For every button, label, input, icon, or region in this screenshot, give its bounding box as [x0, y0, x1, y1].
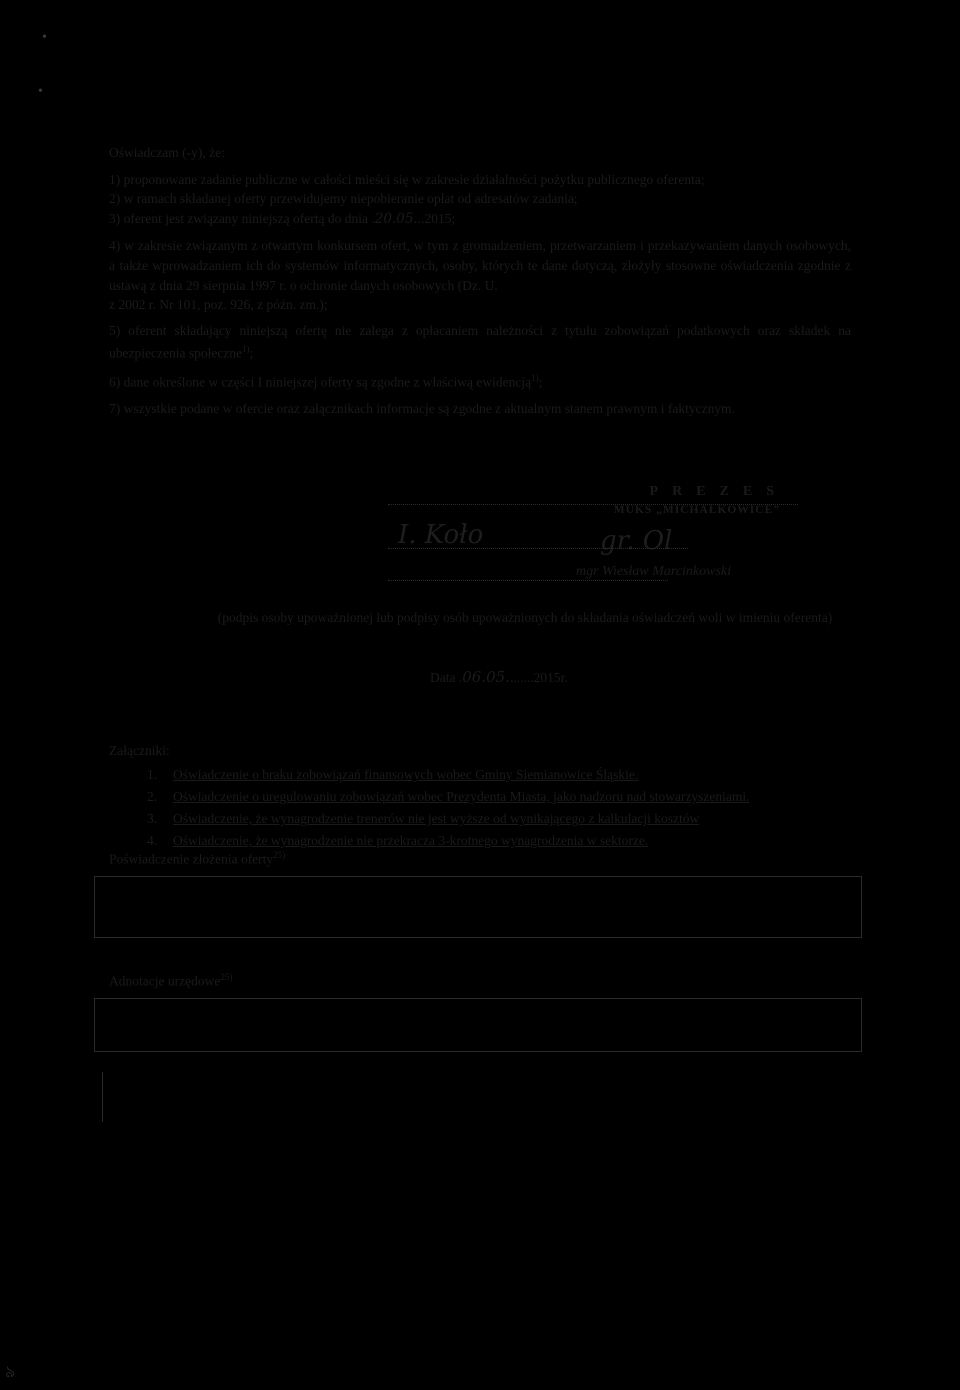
declaration-item-5: 5) oferent składający niniejszą ofertę nie zalega z opłacaniem należności z tytułu zobowiązań podatkowych oraz składek na ubezpieczenia społeczne$^{1)}$;: [109, 322, 851, 361]
declaration-item-7: 7) wszystkie podane w ofercie oraz załącznikach informacje są zgodne z aktualnym stanem prawnym i faktycznym.: [109, 400, 735, 416]
official-stamp: [388, 484, 798, 516]
scan-speck: •: [38, 84, 43, 99]
scan-speck: •: [42, 30, 47, 45]
notes-label: Adnotacje urzędowe$^{25)}$: [109, 972, 233, 989]
item-3-prefix: 3) oferent jest związany niniejszą ofertą do dnia: [109, 210, 369, 226]
footnote-marker: 1): [242, 344, 250, 355]
declaration-item-6: 6) dane określone w części I niniejszej oferty są zgodne z właściwą ewidencją$^{1)}$;: [109, 373, 543, 390]
attachments-section: [109, 740, 859, 852]
list-item: 2. Oświadczenie o uregulowaniu zobowiązań wobec Prezydenta Miasta, jako nadzoru nad stowarzyszeniami.: [147, 789, 750, 804]
declaration-item-3: 3) oferent jest związany niniejszą ofertą do dnia .20.05...2015;: [109, 210, 456, 227]
stamp-line: [388, 484, 798, 516]
notes-box: [94, 998, 862, 1052]
receipt-box: [94, 876, 862, 938]
list-item: 3. Oświadczenie, że wynagrodzenie trenerów nie jest wyższe od wynikającego z kalkulacji kosztów: [147, 811, 700, 826]
declaration-section: [109, 143, 851, 418]
receipt-label: Poświadczenie złożenia oferty$^{25)}$: [109, 850, 286, 867]
list-item: 1. Oświadczenie o braku zobowiązań finansowych wobec Gminy Siemianowice Śląskie.: [147, 767, 639, 782]
declaration-item-4: 4) w zakresie związanym z otwartym konkursem ofert, w tym z gromadzeniem, przetwarzaniem i przekazywaniem danych osobowych, a także wprowadzaniem ich do systemów informatycznych, osoby, których te dane dotyczą, złożyły stosowne oświadczenia zgodnie z ustawą z dnia 29 sierpnia 1997 r. o ochronie danych osobowych (Dz. U.: [109, 238, 851, 293]
attachments-heading: Załączniki:: [109, 743, 170, 758]
handwritten-signature: I. Koło: [398, 520, 484, 550]
handwritten-date: 20.05.: [374, 210, 418, 227]
signature-caption: (podpis osoby upoważnionej lub podpisy osób upoważnionych do składania oświadczeń woli w imieniu oferenta): [217, 610, 833, 625]
date-line: Data .06.05........2015r.: [430, 668, 568, 686]
signature-line: [388, 580, 668, 581]
date-label: Data: [430, 670, 456, 685]
margin-line: [102, 1072, 103, 1122]
stamp-name: mgr Wiesław Marcinkowski: [576, 564, 732, 579]
signature-line: [388, 548, 688, 549]
item-3-suffix: 2015;: [424, 210, 456, 226]
list-item: 4. Oświadczenie, że wynagrodzenie nie przekracza 3-krotnego wynagrodzenia w sektorze.: [147, 833, 649, 848]
declaration-item-1: 1) proponowane zadanie publiczne w całości mieści się w zakresie działalności pożytku publicznego oferenta;: [109, 171, 705, 187]
handwritten-date: 06.05.: [462, 668, 510, 686]
date-suffix: 2015r.: [533, 670, 568, 685]
handwritten-signature: gr. Ol: [600, 526, 673, 556]
scan-corner-mark: ৯: [5, 1364, 16, 1381]
declaration-item-2: 2) w ramach składanej oferty przewidujemy niepobieranie opłat od adresatów zadania;: [109, 191, 578, 207]
declaration-heading: Oświadczam (-y), że:: [109, 145, 225, 160]
stamp-title: PREZES: [649, 484, 788, 499]
declaration-item-4-cont: z 2002 r. Nr 101, poz. 926, z późn. zm.);: [109, 297, 328, 313]
footnote-marker: 1): [531, 373, 539, 384]
stamp-subtitle: MUKS „MICHAŁKOWICE”: [613, 504, 780, 516]
